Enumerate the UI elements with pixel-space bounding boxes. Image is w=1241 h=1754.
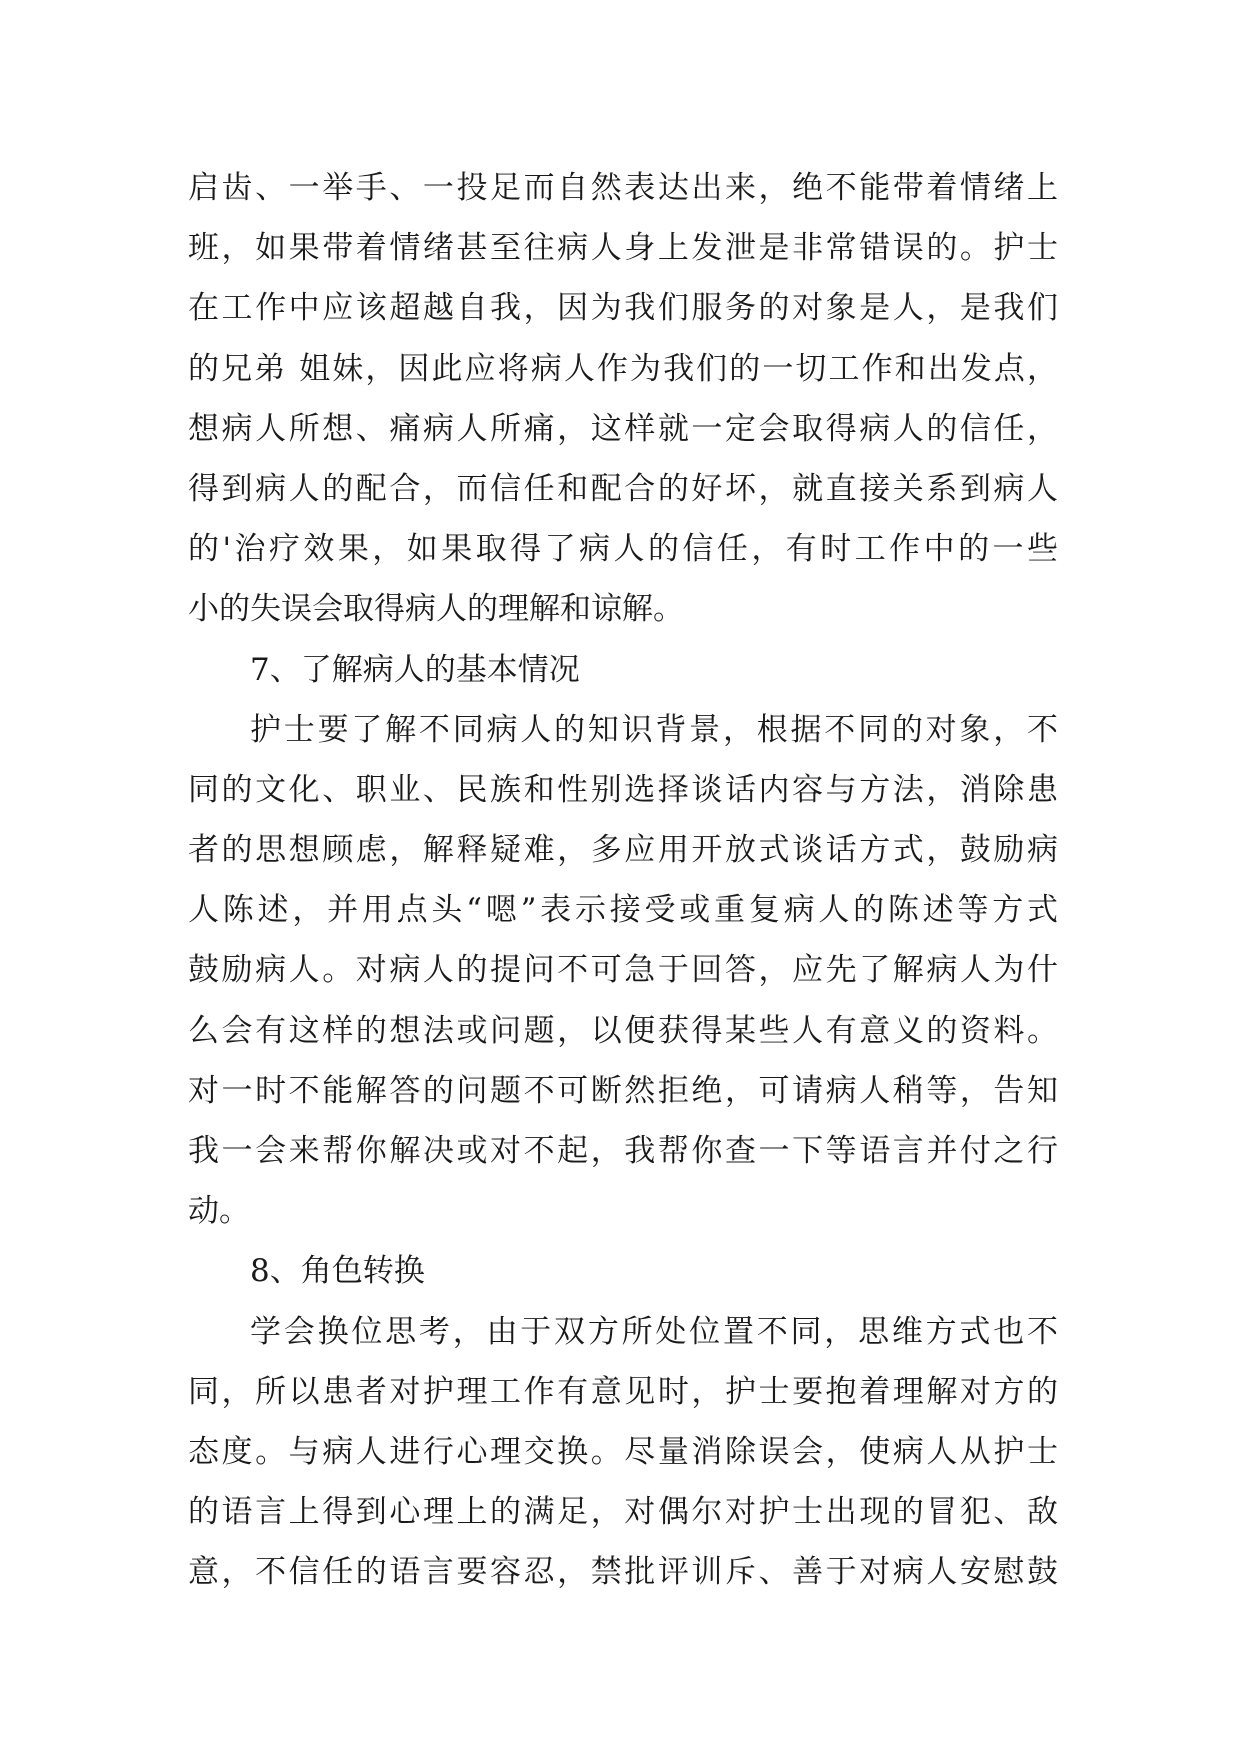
paragraph-line: 的兄弟 姐妹，因此应将病人作为我们的一切工作和出发点， bbox=[188, 350, 1058, 387]
paragraph-line: 同的文化、职业、民族和性别选择谈话内容与方法，消除患 bbox=[188, 771, 1058, 808]
paragraph-line: 人陈述，并用点头“嗯”表示接受或重复病人的陈述等方式 bbox=[188, 892, 1058, 929]
paragraph-line: 同，所以患者对护理工作有意见时，护士要抱着理解对方的 bbox=[188, 1373, 1058, 1410]
paragraph-line: 班，如果带着情绪甚至往病人身上发泄是非常错误的。护士 bbox=[188, 230, 1058, 267]
document-body bbox=[188, 158, 1058, 1603]
paragraph-line: 对一时不能解答的问题不可断然拒绝，可请病人稍等，告知 bbox=[188, 1072, 1058, 1109]
paragraph-line: 我一会来帮你解决或对不起，我帮你查一下等语言并付之行 bbox=[188, 1133, 1058, 1169]
paragraph-line: 护士要了解不同病人的知识背景，根据不同的对象，不 bbox=[250, 711, 1058, 748]
section-heading: 8、角色转换 bbox=[250, 1253, 425, 1290]
paragraph-line: 学会换位思考，由于双方所处位置不同，思维方式也不 bbox=[250, 1313, 1058, 1350]
paragraph-line: 动。 bbox=[188, 1193, 250, 1230]
paragraph-line: 么会有这样的想法或问题，以便获得某些人有意义的资料。 bbox=[188, 1012, 1058, 1049]
paragraph-line: 鼓励病人。对病人的提问不可急于回答，应先了解病人为什 bbox=[188, 952, 1058, 989]
paragraph-line: 想病人所想、痛病人所痛，这样就一定会取得病人的信任， bbox=[188, 410, 1058, 447]
paragraph-line: 在工作中应该超越自我，因为我们服务的对象是人，是我们 bbox=[188, 290, 1058, 327]
paragraph-line: 小的失误会取得病人的理解和谅解。 bbox=[188, 591, 684, 628]
paragraph-line: 得到病人的配合，而信任和配合的好坏，就直接关系到病人 bbox=[188, 470, 1058, 507]
section-heading: 7、了解病人的基本情况 bbox=[250, 651, 580, 688]
paragraph-line: 意，不信任的语言要容忍，禁批评训斥、善于对病人安慰鼓 bbox=[188, 1554, 1058, 1591]
paragraph-line: 的'治疗效果，如果取得了病人的信任，有时工作中的一些 bbox=[188, 531, 1058, 568]
paragraph-line: 启齿、一举手、一投足而自然表达出来，绝不能带着情绪上 bbox=[188, 170, 1058, 206]
paragraph-line: 的语言上得到心理上的满足，对偶尔对护士出现的冒犯、敌 bbox=[188, 1494, 1058, 1531]
paragraph-line: 者的思想顾虑，解释疑难，多应用开放式谈话方式，鼓励病 bbox=[188, 832, 1058, 869]
paragraph-line: 态度。与病人进行心理交换。尽量消除误会，使病人从护士 bbox=[188, 1433, 1058, 1470]
